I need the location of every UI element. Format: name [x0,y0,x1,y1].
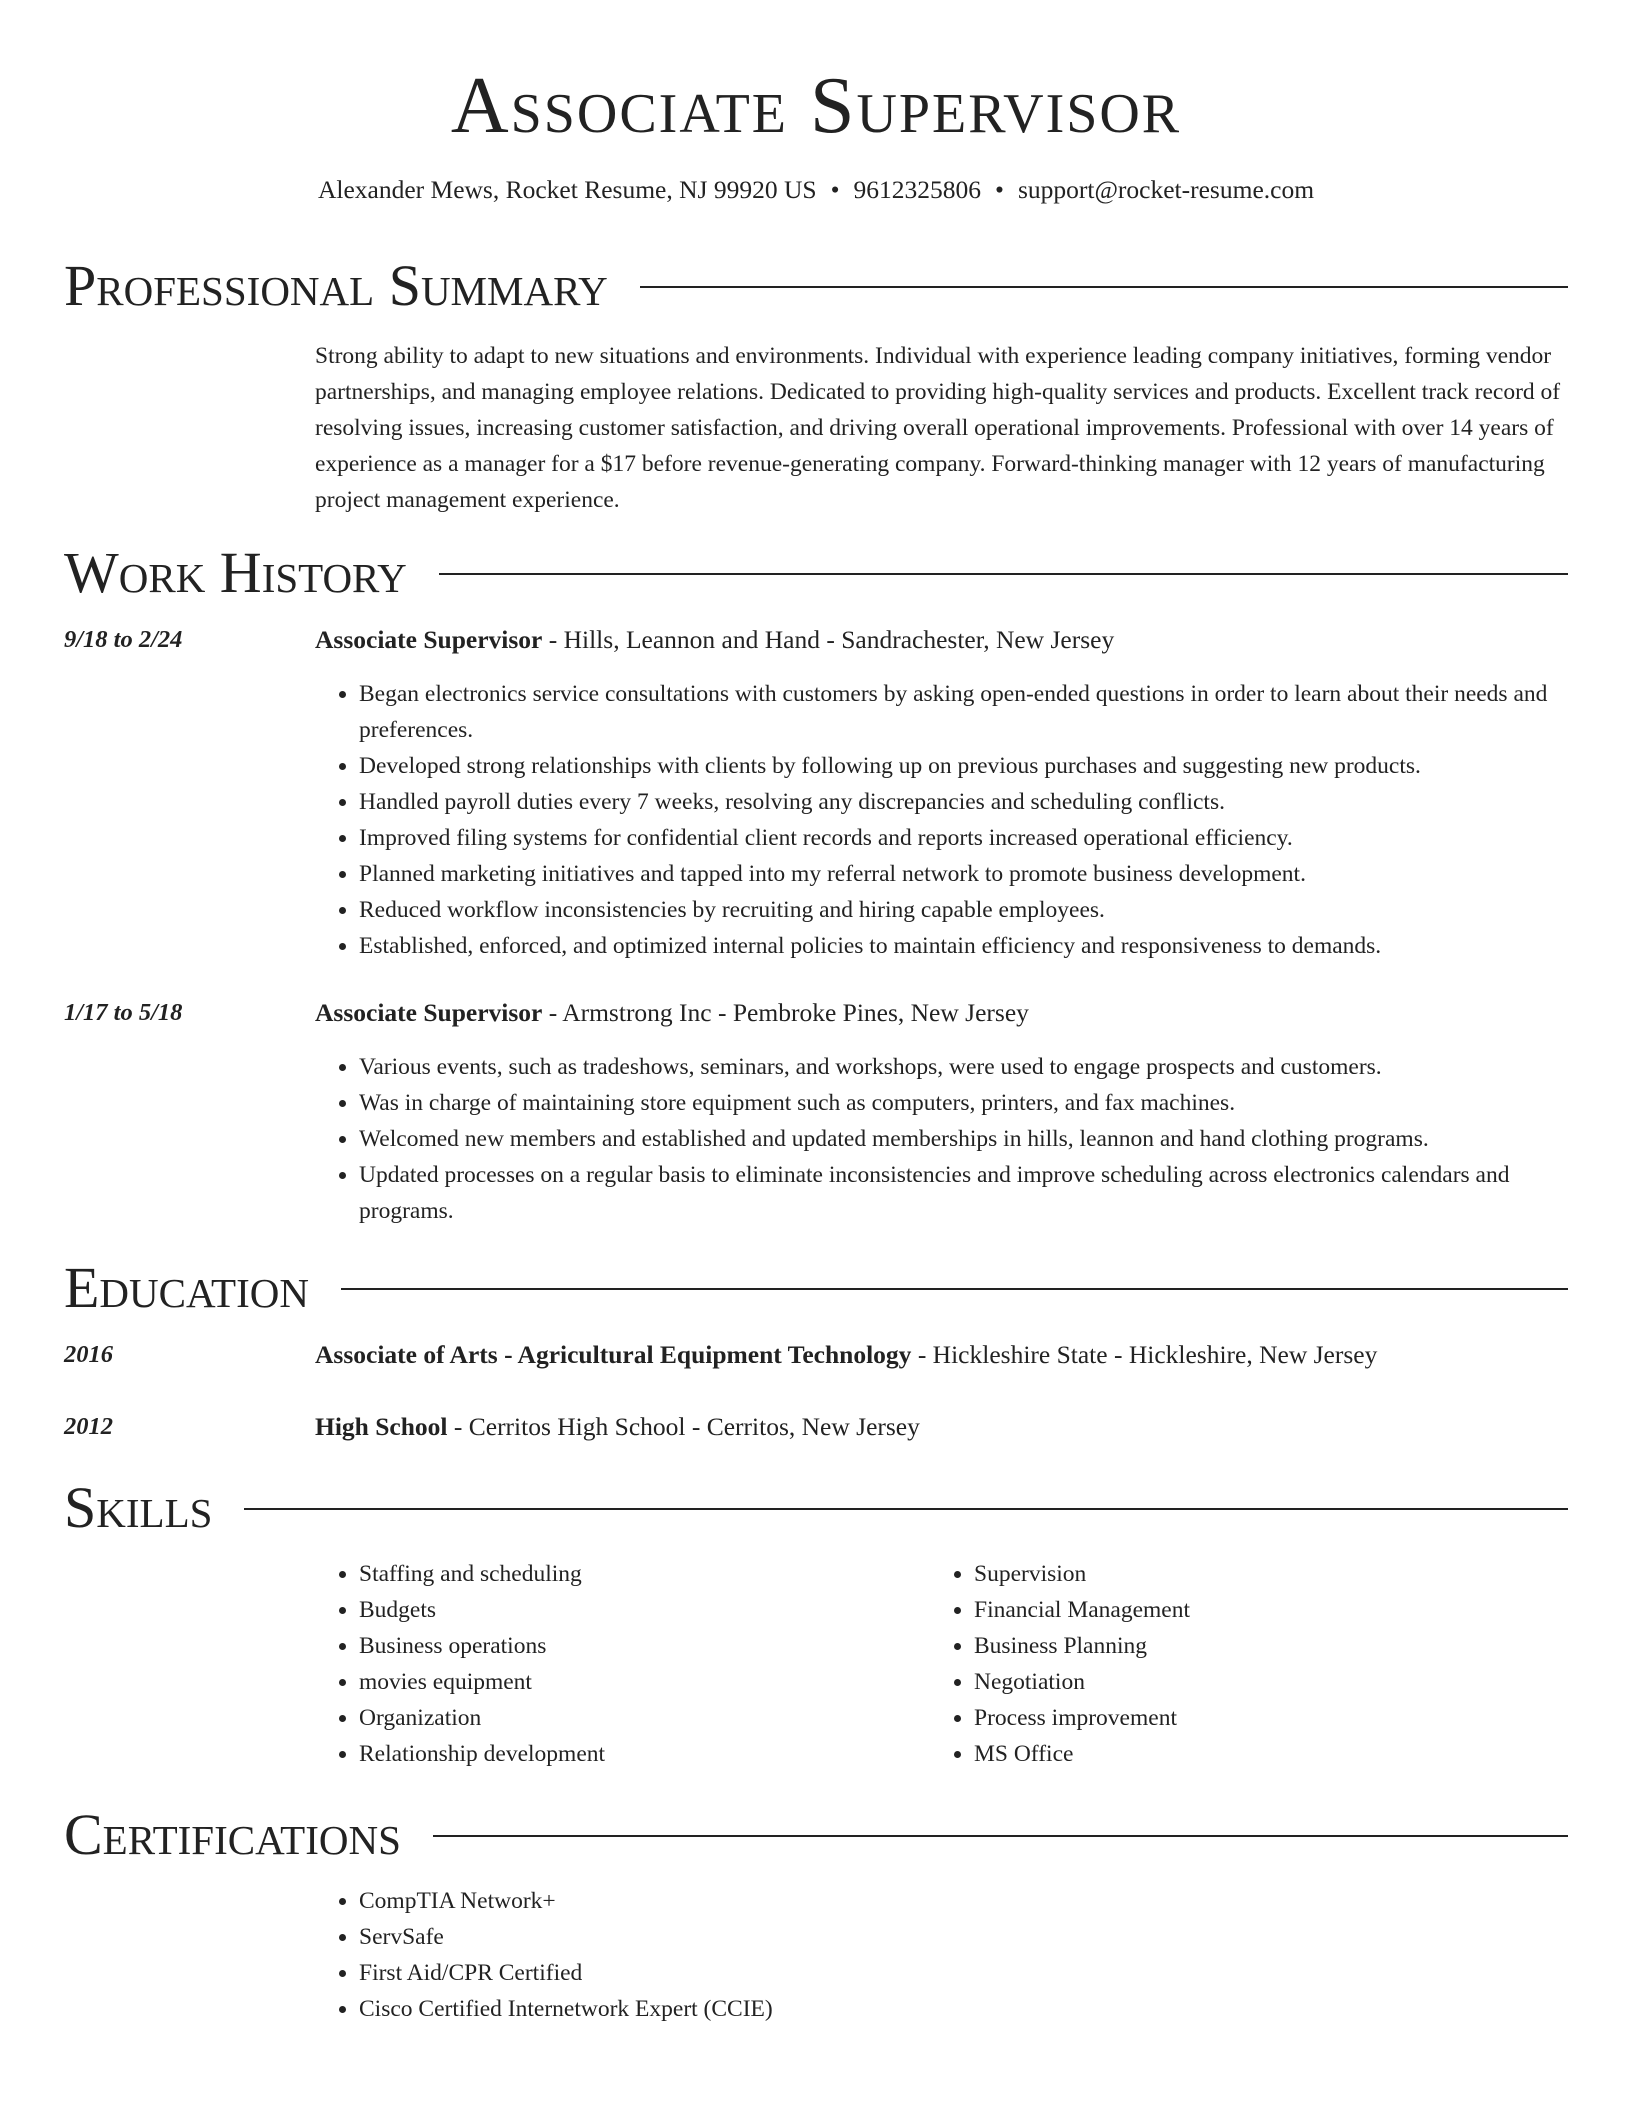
job-title: Associate Supervisor [315,998,543,1027]
skills-list-right [930,1556,1574,1772]
skills-section-header [64,1473,1568,1543]
certifications-section-header [64,1800,1568,1870]
job-bullets [315,676,1568,964]
list-item: • Was in charge of maintaining store equipment such as computers, printers, and fax machines. [359,1085,1568,1121]
certification-item: • First Aid/CPR Certified [359,1955,1259,1991]
skill-item: • MS Office [974,1736,1574,1772]
list-item: • Improved filing systems for confidential client records and reports increased operational efficiency. [359,820,1568,856]
job-details: - Armstrong Inc - Pembroke Pines, New Jersey [542,998,1029,1027]
skill-item: • Business operations [359,1628,919,1664]
list-item: • Welcomed new members and established and updated memberships in hills, leannon and hand clothing programs. [359,1121,1568,1157]
section-divider [341,1288,1568,1290]
contact-separator: • [995,175,1004,204]
section-divider [433,1835,1568,1837]
education-year: 2016 [64,1341,113,1368]
job-heading [315,995,1568,1031]
job-dates: 9/18 to 2/24 [64,626,183,653]
skill-item: • Supervision [974,1556,1574,1592]
list-item: • Planned marketing initiatives and tapped into my referral network to promote business development. [359,856,1568,892]
education-degree: High School [315,1412,448,1441]
education-degree: Associate of Arts - Agricultural Equipment Technology [315,1340,912,1369]
list-item: • Established, enforced, and optimized internal policies to maintain efficiency and responsiveness to demands. [359,928,1568,964]
summary-section-title: Professional Summary [64,253,608,318]
job-dates: 1/17 to 5/18 [64,999,183,1026]
certification-item: • Cisco Certified Internetwork Expert (CCIE) [359,1991,1259,2027]
education-year: 2012 [64,1413,113,1440]
list-item: • Handled payroll duties every 7 weeks, resolving any discrepancies and scheduling conflicts. [359,784,1568,820]
education-details: - Hickleshire State - Hickleshire, New Jersey [911,1340,1378,1369]
list-item: • Developed strong relationships with clients by following up on previous purchases and suggesting new products. [359,748,1568,784]
skills-list-left [315,1556,919,1772]
work-section-title: Work History [64,540,407,605]
education-heading [315,1337,1568,1373]
section-divider [640,286,1568,288]
education-section-title: Education [64,1255,309,1320]
contact-phone: 9612325806 [853,175,981,204]
certifications-list [315,1883,1259,2027]
skill-item: • Relationship development [359,1736,919,1772]
job-title: Associate Supervisor [315,625,543,654]
contact-email: support@rocket-resume.com [1017,175,1315,204]
section-divider [244,1508,1568,1510]
section-divider [439,573,1568,575]
skill-item: • Negotiation [974,1664,1574,1700]
certification-item: • ServSafe [359,1919,1259,1955]
skill-item: • Budgets [359,1592,919,1628]
summary-section-header [64,251,1568,321]
education-details: - Cerritos High School - Cerritos, New Jersey [447,1412,920,1441]
skill-item: • Financial Management [974,1592,1574,1628]
skill-item: • Process improvement [974,1700,1574,1736]
summary-text: Strong ability to adapt to new situations and environments. Individual with experience leading company initiatives, forming vendor partnerships, and managing employee relations. Dedicated to providing high-quality services and products. Excellent track record of resolving issues, increasing customer satisfaction, and driving overall operational improvements. Professional with over 14 years of experience as a manager for a $17 before revenue-generating company. Forward-thinking manager with 12 years of manufacturing project management experience. [315,343,1561,513]
skill-item: • Organization [359,1700,919,1736]
education-section-header [64,1253,1568,1323]
list-item: • Began electronics service consultations with customers by asking open-ended questions in order to learn about their needs and preferences. [359,676,1568,748]
job-details: - Hills, Leannon and Hand - Sandrachester, New Jersey [542,625,1115,654]
certification-item: • CompTIA Network+ [359,1883,1259,1919]
contact-address: Alexander Mews, Rocket Resume, NJ 99920 US [317,175,817,204]
contact-separator: • [830,175,840,204]
skill-item: • Staffing and scheduling [359,1556,919,1592]
contact-line [0,170,1632,210]
job-bullets [315,1049,1568,1229]
education-heading [315,1409,1568,1445]
skills-section-title: Skills [64,1475,213,1540]
skill-item: • movies equipment [359,1664,919,1700]
resume-name: Associate Supervisor [450,62,1182,150]
list-item: • Various events, such as tradeshows, seminars, and workshops, were used to engage prospects and customers. [359,1049,1568,1085]
work-section-header [64,538,1568,608]
certifications-section-title: Certifications [64,1802,401,1867]
skill-item: • Business Planning [974,1628,1574,1664]
list-item: • Updated processes on a regular basis to eliminate inconsistencies and improve scheduling across electronics calendars and programs. [359,1157,1568,1229]
job-heading [315,622,1568,658]
list-item: • Reduced workflow inconsistencies by recruiting and hiring capable employees. [359,892,1568,928]
